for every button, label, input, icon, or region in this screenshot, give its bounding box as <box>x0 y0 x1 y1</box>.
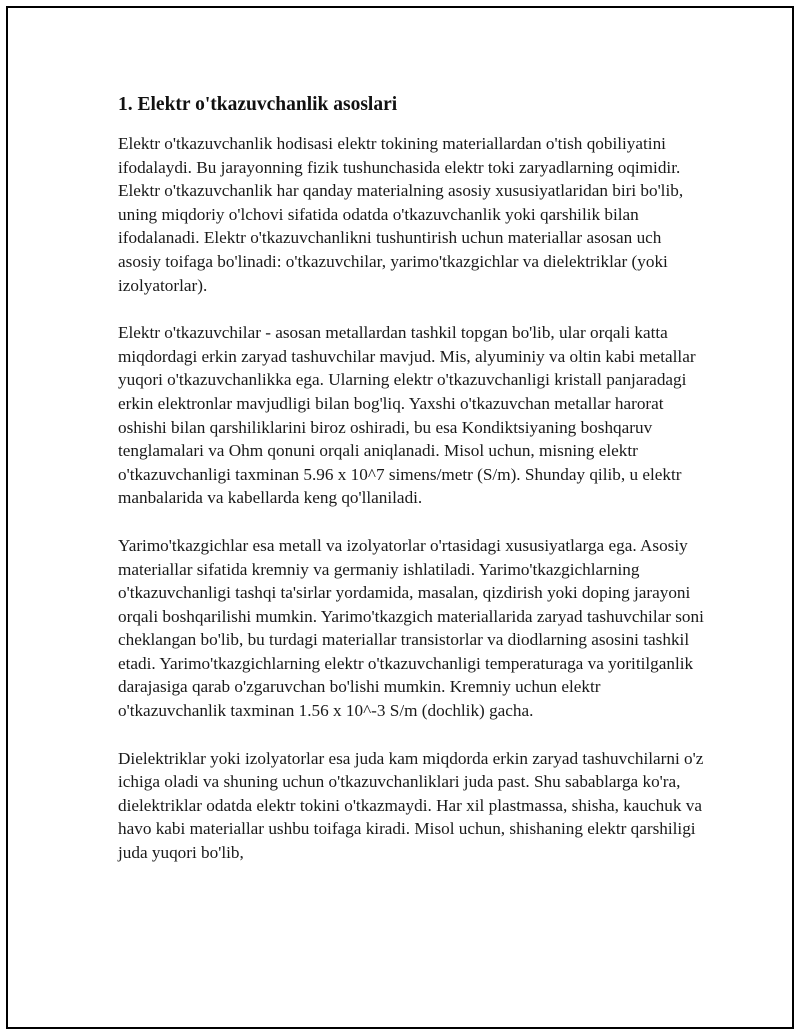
paragraph-dielectrics: Dielektriklar yoki izolyatorlar esa juda kam miqdorda erkin zaryad tashuvchilarni o'z ichiga oladi va shuning uchun o'tkazuvchanliklari juda past. Shu sabablarga ko'ra, dielektriklar odatda elektr tokini o'tkazmaydi. Har xil plastmassa, shisha, kauchuk va havo kabi materiallar ushbu toifaga kiradi. Misol uchun, shishaning elektr qarshiligi juda yuqori bo'lib, <box>118 748 704 863</box>
paragraph-semiconductors: Yarimo'tkazgichlar esa metall va izolyatorlar o'rtasidagi xususiyatlarga ega. Asosiy materiallar sifatida kremniy va germaniy ishlatiladi. Yarimo'tkazgichlarning o'tkazuvchanligi tashqi ta'sirlar yordamida, masalan, qizdirish yoki doping jarayoni orqali boshqarilishi mumkin. Yarimo'tkazgich materiallarida zaryad tashuvchilar soni cheklangan bo'lib, bu turdagi materiallar transistorlar va diodlarning asosini tashkil etadi. Yarimo'tkazgichlarning elektr o'tkazuvchanligi temperaturaga va yoritilganlik darajasiga qarab o'zgaruvchan bo'lishi mumkin. Kremniy uchun elektr o'tkazuvchanlik taxminan 1.56 x 10^-3 S/m (dochlik) gacha. <box>118 535 704 721</box>
paragraph-conductors: Elektr o'tkazuvchilar - asosan metallardan tashkil topgan bo'lib, ular orqali katta miqdordagi erkin zaryad tashuvchilar mavjud. Mis, alyuminiy va oltin kabi metallar yuqori o'tkazuvchanlikka ega. Ularning elektr o'tkazuvchanligi kristall panjaradagi erkin elektronlar mavjudligi bilan bog'liq. Yaxshi o'tkazuvchan metallar harorat oshishi bilan qarshiliklarini biroz oshiradi, bu esa Kondiktsiyaning boshqaruv tenglamalari va Ohm qonuni orqali aniqlanadi. Misol uchun, misning elektr o'tkazuvchanligi taxminan 5.96 x 10^7 simens/metr (S/m). Shunday qilib, u elektr manbalarida va kabellarda keng qo'llaniladi. <box>118 323 696 508</box>
document-body <box>118 92 704 889</box>
section-heading: 1. Elektr o'tkazuvchanlik asoslari <box>118 94 398 115</box>
paragraph-intro: Elektr o'tkazuvchanlik hodisasi elektr tokining materiallardan o'tish qobiliyatini ifodalaydi. Bu jarayonning fizik tushunchasida elektr toki zaryadlarning oqimidir. Elektr o'tkazuvchanlik har qanday materialning asosiy xususiyatlaridan biri bo'lib, uning miqdoriy o'lchovi sifatida odatda o'tkazuvchanlik yoki qarshilik bilan ifodalanadi. Elektr o'tkazuvchanlikni tushuntirish uchun materiallar asosan uch asosiy toifaga bo'linadi: o'tkazuvchilar, yarimo'tkazgichlar va dielektriklar (yoki izolyatorlar). <box>118 134 684 295</box>
